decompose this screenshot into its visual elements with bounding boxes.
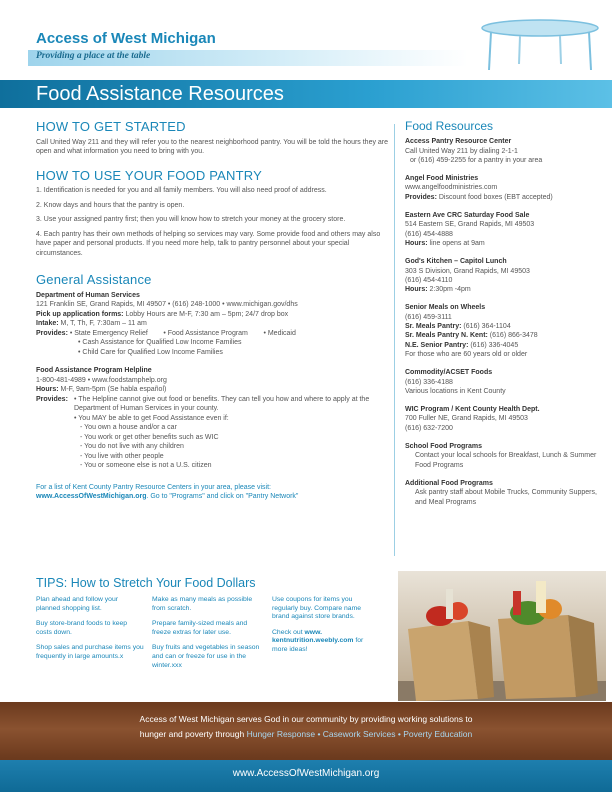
resource-line: (616) 459-3111: [405, 313, 452, 321]
resource-line: or (616) 459-2255 for a pantry in your area: [410, 156, 543, 164]
resource-line: Call United Way 211 by dialing 2-1-1: [405, 147, 518, 155]
list-item: 2. Know days and hours that the pantry is open.: [36, 201, 185, 209]
eligible-item: - You live with other people: [80, 452, 164, 460]
resource-block: [405, 303, 600, 359]
tip-item: Plan ahead and follow your planned shopping list.: [36, 596, 118, 612]
resource-block: [405, 479, 600, 507]
grocery-bags-photo: [398, 571, 606, 701]
general-heading: General Assistance: [36, 272, 152, 287]
list-item: 3. Use your assigned pantry first; then you will know how to stretch your money at the grocery store.: [36, 216, 346, 223]
resource-line: (616) 866-3478: [487, 332, 538, 340]
resource-line: 303 S Division, Grand Rapids, MI 49503: [405, 267, 530, 275]
tip-item: Prepare family-sized meals and freeze extras for later use.: [152, 620, 248, 636]
resource-line: (616) 454-4888: [405, 230, 453, 238]
use-pantry-heading: HOW TO USE YOUR FOOD PANTRY: [36, 167, 262, 183]
resource-line: Discount food boxes (EBT accepted): [436, 193, 553, 201]
resource-line: 2:30pm -4pm: [427, 286, 471, 294]
resource-block: [405, 211, 600, 248]
table-icon: [475, 14, 605, 74]
mission-programs: Hunger Response • Casework Services • Poverty Education: [246, 729, 473, 739]
dhs-address: 121 Franklin SE, Grand Rapids, MI 49507 • (616) 248-1000 • www.michigan.gov/dhs: [36, 301, 298, 308]
resource-block: [405, 368, 600, 396]
footer-website-link[interactable]: www.AccessOfWestMichigan.org: [232, 768, 380, 779]
resource-line: (616) 336-4188: [405, 378, 453, 386]
get-started-text: Call United Way 211 and they will refer you to the nearest neighborhood pantry. You will be told the hours they are open and what information you need to bring with you.: [36, 138, 389, 155]
resource-line: 514 Eastern SE, Grand Rapids, MI 49503: [405, 221, 535, 229]
resource-block: [405, 405, 600, 433]
hours-label: Hours:: [405, 286, 428, 294]
resource-line: (616) 364-1104: [461, 323, 511, 331]
resource-block: [405, 174, 600, 202]
resource-line: (616) 336-4045: [468, 341, 519, 349]
provides-label: Provides:: [36, 329, 68, 337]
eligible-item: - You own a house and/or a car: [80, 424, 177, 431]
resource-line: Various locations in Kent County: [405, 387, 506, 395]
resource-block: [405, 442, 600, 470]
provides-label: Provides:: [36, 395, 68, 403]
nutrition-link[interactable]: www. kentnutrition.weebly.com: [272, 628, 354, 645]
page-title: Food Assistance Resources: [36, 83, 284, 105]
tip-item: Buy fruits and vegetables in season and can or freeze for use in the winter.xxx: [152, 644, 260, 669]
get-started-heading: HOW TO GET STARTED: [36, 119, 186, 134]
tip-item: Shop sales and purchase items you frequently in large amounts.x: [36, 644, 144, 660]
hours-text: M-F, 9am-5pm (Se habla español): [58, 386, 167, 393]
website-bar: [0, 760, 612, 792]
tips-heading: TIPS: How to Stretch Your Food Dollars: [36, 576, 256, 590]
tips-column: [152, 596, 260, 677]
column-divider: [394, 124, 395, 556]
left-column: [36, 119, 392, 502]
resource-name: Senior Meals on Wheels: [405, 304, 486, 312]
provides-row: • State Emergency Relief • Food Assistance Program • Medicaid: [69, 329, 296, 337]
helpline-name: Food Assistance Program Helpline: [36, 367, 152, 374]
provides-row: • Child Care for Qualified Low Income Families: [78, 348, 223, 356]
food-resources-heading: Food Resources: [405, 119, 494, 133]
mission-text: [60, 712, 552, 742]
tip-item: Buy store-brand foods to keep costs down.: [36, 620, 128, 636]
resource-line: line opens at 9am: [427, 239, 485, 247]
eligible-item: - You do not live with any children: [80, 443, 184, 450]
eligible-intro: • You MAY be able to get Food Assistance even if:: [74, 414, 229, 422]
resource-line: (616) 632-7200: [405, 424, 453, 432]
resource-label: Sr. Meals Pantry N. Kent:: [405, 332, 488, 340]
resource-name: Additional Food Programs: [405, 479, 493, 487]
resource-label: Sr. Meals Pantry:: [405, 323, 462, 331]
brand-tagline: Providing a place at the table: [36, 51, 151, 61]
tip-item: Use coupons for items you regularly buy. Compare name brand against store brands.: [272, 596, 362, 621]
hours-label: Hours:: [405, 239, 428, 247]
tips-column: [36, 596, 144, 669]
provides-row: • Cash Assistance for Qualified Low Income Families: [78, 339, 242, 346]
resource-name: God's Kitchen – Capitol Lunch: [405, 258, 507, 266]
hours-label: Hours:: [36, 386, 59, 393]
helpline-contact: 1-800-481-4989 • www.foodstamphelp.org: [36, 376, 167, 384]
provides-label: Provides:: [405, 193, 437, 201]
resource-line: Ask pantry staff about Mobile Trucks, Community Suppers, and Meal Programs: [415, 489, 597, 506]
mission-line: Access of West Michigan serves God in our community by providing working solutions to: [139, 714, 473, 724]
resource-line: 700 Fuller NE, Grand Rapids, MI 49503: [405, 415, 528, 423]
resource-label: N.E. Senior Pantry:: [405, 341, 469, 349]
resource-name: Access Pantry Resource Center: [405, 138, 512, 146]
website-link[interactable]: www.AccessOfWestMichigan.org: [36, 493, 147, 500]
pickup-label: Pick up application forms:: [36, 310, 124, 318]
resource-name: Eastern Ave CRC Saturday Food Sale: [405, 212, 530, 220]
resource-name: Commodity/ACSET Foods: [405, 369, 493, 377]
resource-line: Contact your local schools for Breakfast, Lunch & Summer Food Programs: [415, 452, 597, 469]
pantry-list-note: For a list of Kent County Pantry Resource Centers in your area, please visit:: [36, 483, 271, 491]
title-bar: [0, 80, 612, 108]
resource-name: Angel Food Ministries: [405, 175, 479, 183]
pickup-text: Lobby Hours are M-F, 7:30 am – 5pm; 24/7 drop box: [123, 310, 289, 318]
dhs-name: Department of Human Services: [36, 291, 140, 299]
resource-line: For those who are 60 years old or older: [405, 350, 528, 358]
intake-label: Intake:: [36, 320, 59, 327]
resource-name: School Food Programs: [405, 443, 483, 451]
tip-check-prefix: Check out: [272, 628, 305, 636]
helpline-provides: • The Helpline cannot give out food or benefits. They can tell you how and where to apply at the Department of Human Services in your county.: [74, 395, 370, 412]
use-pantry-list: [36, 186, 392, 258]
resource-block: [405, 137, 600, 165]
pantry-network-note: . Go to "Programs" and click on "Pantry Network": [146, 493, 299, 500]
tip-item: Make as many meals as possible from scratch.: [152, 596, 253, 612]
intake-text: M, T, Th, F, 7:30am – 11 am: [58, 320, 147, 327]
eligible-item: - You work or get other benefits such as WIC: [80, 433, 219, 441]
list-item: 4. Each pantry has their own methods of helping so services may vary. Some provide food and others may also have paper and personal products. If you need more help, talk to pantry personnel about your special circumstances.: [36, 230, 381, 257]
list-item: 1. Identification is needed for you and all family members. You will also need proof of address.: [36, 187, 327, 194]
resource-line: (616) 454-4110: [405, 276, 453, 284]
mission-line: hunger and poverty through: [139, 729, 247, 739]
header: [0, 0, 612, 80]
resource-block: [405, 257, 600, 294]
eligible-item: - You or someone else is not a U.S. citizen: [80, 462, 212, 469]
resource-name: WIC Program / Kent County Health Dept.: [405, 406, 540, 414]
brand-title: Access of West Michigan: [36, 30, 216, 47]
tips-section: [30, 574, 400, 699]
right-column: [400, 119, 600, 516]
tips-column: [272, 596, 378, 662]
tip-check-suffix: for more ideas!: [272, 637, 364, 653]
resource-line: www.angelfoodministries.com: [405, 184, 498, 192]
